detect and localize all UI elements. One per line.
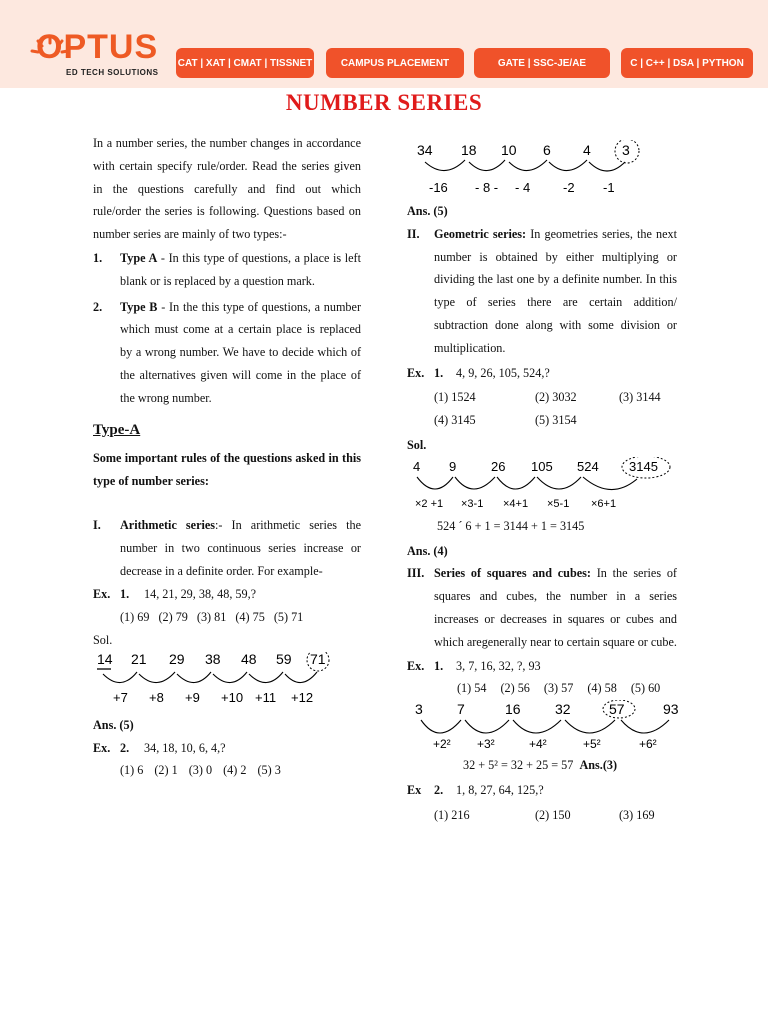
series-number: 29 (169, 651, 185, 667)
solution-label: Sol. (93, 632, 113, 647)
example-number: 2. (120, 740, 130, 755)
series-diagram-3 (411, 457, 681, 515)
pill-gate-ssc[interactable]: GATE | SSC-JE/AE (474, 48, 610, 78)
answer-2: Ans. (5) (407, 204, 448, 218)
logo-subtitle: ED TECH SOLUTIONS (66, 68, 159, 77)
series-number: 4 (413, 458, 421, 474)
item-text: - In the this type of questions, a number which must come at a certain place is replaced by a wrong number. We have to decide which of the alternatives given will come in the place of the wrong number. (120, 299, 361, 405)
option: (1) 6 (120, 763, 144, 778)
example-number: 1. (120, 587, 130, 602)
example-1 (93, 583, 361, 606)
option: (4) 75 (235, 610, 265, 625)
example-label: Ex. (407, 365, 425, 380)
type-b-item (93, 296, 361, 410)
example-number: 2. (434, 782, 444, 797)
series-number: 21 (131, 651, 147, 667)
option: (1) 1524 (434, 390, 476, 405)
series-diagram-4 (411, 700, 691, 754)
series-op: +2² (433, 737, 451, 752)
option: (1) 54 (457, 681, 487, 696)
series-op: +12 (291, 689, 314, 705)
series-number: 93 (663, 701, 679, 718)
option: (3) 0 (188, 763, 213, 778)
calculation-answer: Ans.(3) (579, 758, 618, 773)
option: (1) 216 (434, 807, 470, 822)
type-a-heading: Type-A (93, 421, 141, 438)
example-label: Ex (407, 782, 422, 797)
answer-1: Ans. (5) (93, 717, 134, 732)
option: (3) 3144 (619, 390, 661, 405)
series-number: 524 (577, 458, 599, 474)
example-3-options-row1 (407, 386, 677, 409)
item-text: In the series of squares and cubes, the number in a series increases or decreases in squares or cubes and which aregenerally near to certain square or cube. (434, 566, 677, 649)
series-number: 59 (276, 651, 292, 667)
series-op: ×5-1 (547, 497, 570, 510)
series-op: +5² (583, 737, 601, 752)
option: (4) 2 (223, 763, 247, 778)
item-number: I. (93, 517, 101, 532)
example-4 (407, 655, 677, 678)
series-number: 4 (583, 142, 591, 158)
example-2-options (93, 759, 361, 782)
option: (2) 3032 (535, 390, 577, 405)
series-number: 3145 (629, 458, 658, 474)
series-number: 71 (310, 651, 326, 667)
item-number: 2. (93, 299, 103, 314)
item-text: :- In arithmetic series the number in two continuous series increase or decrease in a definite order. For example- (120, 517, 361, 578)
intro-paragraph: In a number series, the number changes in accordance with certain specify rule/order. Read the series given in the questions carefully and find out which rule/order the series is following. Questions based on number series are mainly of two types:- (93, 136, 361, 242)
calculation-2 (407, 754, 677, 777)
option: (2) 56 (500, 681, 530, 696)
series-op: -16 (429, 180, 448, 195)
series-number: 48 (241, 651, 257, 667)
example-2 (93, 737, 361, 760)
series-number: 16 (505, 701, 521, 718)
example-1-options (93, 606, 361, 629)
series-number: 14 (97, 651, 113, 667)
option: (5) 71 (273, 610, 304, 625)
series-number: 10 (501, 142, 517, 158)
item-text: - In this type of questions, a place is left blank or is replaced by a question mark. (120, 250, 362, 288)
example-label: Ex. (93, 740, 111, 755)
example-question: 3, 7, 16, 32, ?, 93 (456, 658, 541, 673)
series-number: 32 (555, 701, 571, 718)
series-number: 7 (457, 701, 465, 718)
series-number: 3 (415, 701, 423, 718)
geometric-series-item (407, 223, 677, 360)
left-column (93, 132, 361, 782)
series-op: +4² (529, 737, 547, 752)
example-question: 1, 8, 27, 64, 125,? (456, 782, 544, 797)
option: (4) 3145 (434, 413, 476, 428)
optus-logo[interactable] (16, 30, 166, 82)
example-3-options-row2 (407, 409, 677, 432)
item-head: Geometric series: (434, 226, 527, 241)
series-number: 3 (622, 142, 630, 158)
series-op: +6² (639, 737, 657, 752)
option: (2) 79 (158, 610, 188, 625)
answer-3: Ans. (4) (407, 543, 448, 558)
item-number: 1. (93, 250, 103, 265)
example-label: Ex. (93, 587, 111, 602)
item-body (120, 514, 361, 582)
item-body (120, 296, 361, 410)
option: (1) 69 (120, 610, 150, 625)
series-op: +10 (221, 689, 244, 705)
example-question: 4, 9, 26, 105, 524,? (456, 365, 550, 380)
series-op: +9 (185, 689, 200, 705)
example-5-options (407, 804, 677, 827)
series-number: 26 (491, 458, 506, 474)
example-4-options (407, 677, 677, 700)
series-number: 6 (543, 142, 551, 158)
option: (4) 58 (587, 681, 617, 696)
header-banner (0, 0, 768, 88)
example-3 (407, 362, 677, 385)
option: (2) 150 (535, 807, 571, 822)
item-body (434, 562, 677, 653)
example-question: 34, 18, 10, 6, 4,? (144, 740, 226, 755)
calculation-text: 32 + 5² = 32 + 25 = 57 (463, 758, 574, 773)
series-number: 18 (461, 142, 477, 158)
series-number: 105 (531, 458, 553, 474)
logo-text: OPTUS (36, 28, 159, 66)
item-body (120, 247, 361, 293)
series-op: +8 (149, 689, 164, 705)
item-body (434, 223, 677, 360)
pill-campus-placement[interactable]: CAMPUS PLACEMENT (326, 48, 464, 78)
option: (2) 1 (154, 763, 178, 778)
page-title: NUMBER SERIES (285, 90, 483, 115)
series-op: ×4+1 (503, 497, 529, 510)
series-number: 57 (609, 701, 625, 718)
series-number: 38 (205, 651, 221, 667)
pill-programming[interactable]: C | C++ | DSA | PYTHON (621, 48, 753, 78)
series-op: +7 (113, 689, 128, 705)
item-head: Type A (120, 250, 158, 265)
pill-cat-xat[interactable]: CAT | XAT | CMAT | TISSNET (176, 48, 314, 78)
rules-heading: Some important rules of the questions asked in this type of number series: (93, 451, 361, 489)
arithmetic-series-item (93, 514, 361, 582)
option: (3) 169 (619, 807, 655, 822)
item-head: Series of squares and cubes: (434, 566, 591, 581)
solution-label: Sol. (407, 437, 427, 452)
series-op: ×6+1 (591, 497, 617, 510)
option: (3) 81 (196, 610, 227, 625)
series-op: - 8 - (475, 180, 499, 195)
series-diagram-2 (415, 140, 655, 200)
example-number: 1. (434, 658, 444, 673)
series-op: +3² (477, 737, 495, 752)
series-op: -2 (563, 180, 575, 195)
series-op: -1 (603, 180, 615, 195)
option: (3) 57 (543, 681, 574, 696)
series-number: 34 (417, 142, 433, 158)
example-label: Ex. (407, 658, 425, 673)
example-number: 1. (434, 365, 444, 380)
option: (5) 3 (257, 763, 281, 778)
calculation-1: 524 ´ 6 + 1 = 3144 + 1 = 3145 (437, 518, 585, 533)
option: (5) 60 (630, 681, 661, 696)
series-number: 9 (449, 458, 457, 474)
item-text: In geometries series, the next number is obtained by either multiplying or dividing the last one by a definite number. In this type of series there are certain addition/ subtraction done along with some division or multiplication. (434, 226, 677, 355)
item-number: III. (407, 566, 425, 581)
type-a-item (93, 247, 361, 293)
item-head: Type B (120, 299, 158, 314)
series-op: +11 (255, 689, 277, 705)
squares-cubes-item (407, 562, 677, 653)
right-column (407, 140, 677, 827)
series-op: - 4 (515, 180, 531, 195)
example-question: 14, 21, 29, 38, 48, 59,? (144, 587, 257, 602)
example-5 (407, 779, 677, 802)
series-op: ×3-1 (461, 497, 484, 510)
item-head: Arithmetic series (120, 517, 216, 532)
option: (5) 3154 (535, 413, 577, 428)
series-op: ×2 +1 (415, 497, 444, 510)
item-number: II. (407, 226, 420, 241)
series-diagram-1 (95, 652, 335, 712)
